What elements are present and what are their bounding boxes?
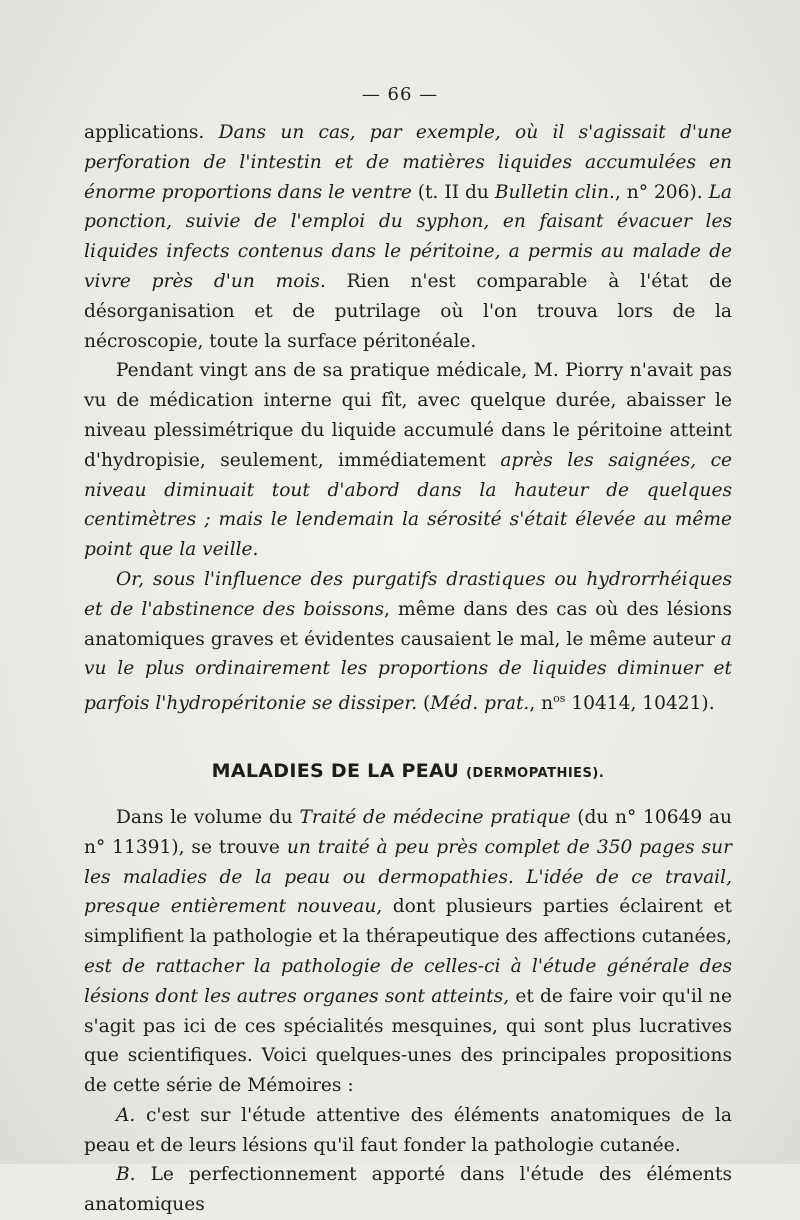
body-text [84, 118, 732, 1220]
section-heading: MALADIES DE LA PEAU (DERMOPATHIES). [211, 760, 605, 783]
paragraph-5: A. c'est sur l'étude attentive des éléments anatomiques de la peau et de leurs lésions qu'il faut fonder la pathologie cutanée. [84, 1104, 732, 1156]
paragraph-3: Or, sous l'influence des purgatifs drastiques ou hydrorrhéiques et de l'abstinence des boissons, même dans des cas où des lésions anatomiques graves et évidentes causaient le mal, le même auteur a vu le plus ordinairement les proportions de liquides diminuer et parfois l'hydropéritonie se dissiper. (Méd. prat., $n^{os}$ 10414, 10421). [84, 568, 732, 715]
paragraph-6: B. Le perfectionnement apporté dans l'étude des éléments anatomiques [84, 1164, 732, 1216]
paragraph-4: Dans le volume du Traité de médecine pratique (du n° 10649 au n° 11391), se trouve un traité à peu près complet de 350 pages sur les maladies de la peau ou dermopathies. L'idée de ce travail, presque entièrement nouveau, dont plusieurs parties éclairent et simplifient la pathologie et la thérapeutique des affections cutanées, est de rattacher la pathologie de celles-ci à l'étude générale des lésions dont les autres organes sont atteints, et de faire voir qu'il ne s'agit pas ici de ces spécialités mesquines, qui sont plus lucratives que scientifiques. Voici quelques-unes des principales propositions de cette série de Mémoires : [84, 806, 733, 1097]
paragraph-1: applications. Dans un cas, par exemple, où il s'agissait d'une perforation de l'intestin et de matières liquides accumulées en énorme proportions dans le ventre (t. II du Bulletin clin., n° 206). La ponction, suivie de l'emploi du syphon, en faisant évacuer les liquides infects contenus dans le péritoine, a permis au malade de vivre près d'un mois. Rien n'est comparable à l'état de désorganisation et de putrilage où l'on trouva lors de la nécroscopie, toute la surface péritonéale. [84, 122, 732, 352]
page-number: — 66 — [361, 84, 439, 105]
paragraph-2: Pendant vingt ans de sa pratique médicale, M. Piorry n'avait pas vu de médication interne qui fît, avec quelque durée, abaisser le niveau plessimétrique du liquide accumulé dans le péritoine atteint d'hydropisie, seulement, immédiatement après les saignées, ce niveau diminuait tout d'abord dans la hauteur de quelques centimètres ; mais le lendemain la sérosité s'était élevée au même point que la veille. [84, 360, 732, 561]
